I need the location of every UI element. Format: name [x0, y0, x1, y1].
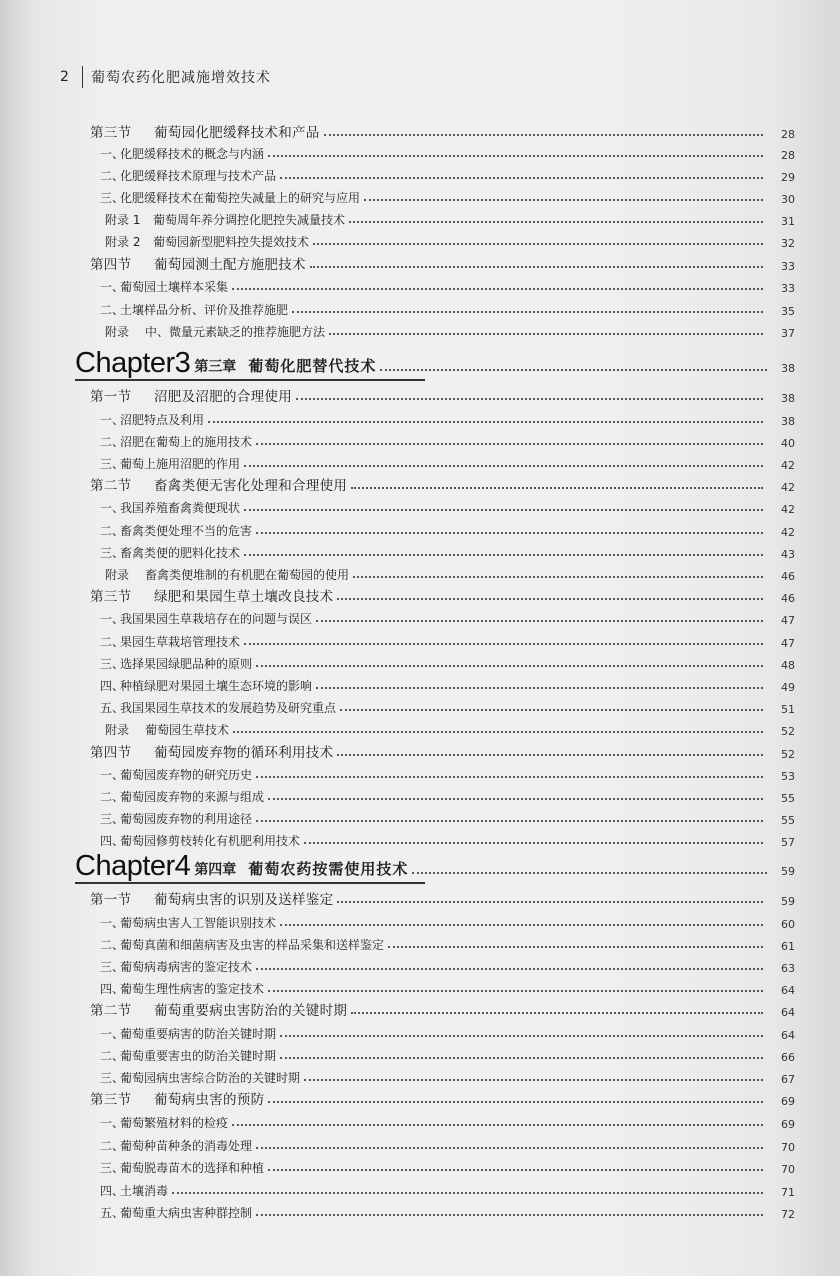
entry-number: 二、 [100, 1049, 125, 1063]
toc-section-entry[interactable] [90, 741, 795, 761]
entry-title: 葡萄园土壤样本采集 [120, 280, 229, 294]
entry-page: 61 [781, 940, 795, 953]
entry-page: 69 [781, 1095, 795, 1108]
entry-page: 70 [781, 1163, 795, 1176]
entry-page: 49 [781, 681, 795, 694]
entry-number: 二、 [100, 938, 125, 952]
dot-leader [388, 946, 763, 948]
chapter-page: 38 [781, 362, 795, 375]
entry-number: 第一节 [90, 892, 132, 908]
toc-subsection-entry[interactable] [100, 1134, 795, 1154]
entry-number: 三、 [100, 812, 125, 826]
toc-subsection-entry[interactable] [100, 911, 795, 931]
toc-section-entry[interactable] [90, 253, 795, 273]
entry-title: 葡萄园病虫害综合防治的关键时期 [120, 1071, 301, 1085]
entry-page: 52 [781, 725, 795, 738]
entry-number: 三、 [100, 457, 125, 471]
entry-page: 53 [781, 770, 795, 783]
entry-page: 46 [781, 570, 795, 583]
entry-title: 葡萄真菌和细菌病害及虫害的样品采集和送样鉴定 [120, 938, 385, 952]
toc-subsection-entry[interactable] [100, 298, 795, 318]
chapter-english-label: Chapter3 [75, 347, 191, 379]
entry-number: 第二节 [90, 478, 132, 494]
dot-leader [412, 872, 767, 874]
entry-number: 二、 [100, 435, 125, 449]
toc-subsection-entry[interactable] [100, 630, 795, 650]
page-number: 2 [60, 69, 69, 85]
chapter-english-label: Chapter4 [75, 850, 191, 882]
entry-number: 第三节 [90, 125, 132, 141]
toc-subsection-entry[interactable] [100, 977, 795, 997]
toc-appendix-entry[interactable] [105, 563, 795, 583]
toc-chapter-entry[interactable] [75, 344, 795, 378]
chapter-number: 第三章 [194, 359, 237, 375]
toc-appendix-entry[interactable] [105, 718, 795, 738]
entry-title: 中、微量元素缺乏的推荐施肥方法 [145, 325, 326, 339]
toc-section-entry[interactable] [90, 999, 795, 1019]
entry-title: 葡萄园生草技术 [145, 723, 230, 737]
toc-section-entry[interactable] [90, 121, 795, 141]
toc-subsection-entry[interactable] [100, 541, 795, 561]
entry-title: 葡萄上施用沼肥的作用 [120, 457, 241, 471]
entry-number: 第三节 [90, 1092, 132, 1108]
entry-title: 葡萄园新型肥料控失提效技术 [153, 235, 310, 249]
entry-title: 葡萄园修剪枝转化有机肥利用技术 [120, 834, 301, 848]
entry-page: 67 [781, 1073, 795, 1086]
entry-page: 69 [781, 1118, 795, 1131]
toc-subsection-entry[interactable] [100, 1044, 795, 1064]
dot-leader [268, 1101, 763, 1103]
entry-title: 种植绿肥对果园土壤生态环境的影响 [120, 679, 313, 693]
dot-leader [280, 924, 763, 926]
entry-number: 五、 [100, 701, 125, 715]
entry-page: 46 [781, 592, 795, 605]
toc-appendix-entry[interactable] [105, 208, 795, 228]
toc-subsection-entry[interactable] [100, 696, 795, 716]
entry-number: 二、 [100, 790, 125, 804]
toc-subsection-entry[interactable] [100, 1022, 795, 1042]
toc-subsection-entry[interactable] [100, 785, 795, 805]
dot-leader [351, 1012, 763, 1014]
entry-number: 五、 [100, 1206, 125, 1220]
entry-title: 畜禽类便的肥料化技术 [120, 546, 241, 560]
entry-title: 我国果园生草栽培存在的问题与误区 [120, 612, 313, 626]
dot-leader [329, 333, 763, 335]
entry-title: 葡萄生理性病害的鉴定技术 [120, 982, 265, 996]
toc-subsection-entry[interactable] [100, 1179, 795, 1199]
toc-subsection-entry[interactable] [100, 408, 795, 428]
entry-page: 47 [781, 614, 795, 627]
dot-leader [340, 709, 763, 711]
toc-subsection-entry[interactable] [100, 807, 795, 827]
entry-page: 63 [781, 962, 795, 975]
dot-leader [208, 421, 763, 423]
toc-subsection-entry[interactable] [100, 496, 795, 516]
entry-title: 葡萄病毒病害的鉴定技术 [120, 960, 253, 974]
dot-leader [324, 134, 763, 136]
entry-page: 38 [781, 415, 795, 428]
dot-leader [296, 398, 763, 400]
entry-title: 葡萄病虫害的预防 [154, 1092, 265, 1108]
toc-subsection-entry[interactable] [100, 275, 795, 295]
entry-number: 第一节 [90, 389, 132, 405]
entry-title: 化肥缓释技术的概念与内涵 [120, 147, 265, 161]
entry-number: 一、 [100, 916, 125, 930]
entry-page: 33 [781, 282, 795, 295]
entry-page: 38 [781, 392, 795, 405]
entry-title: 畜禽类便处理不当的危害 [120, 524, 253, 538]
dot-leader [313, 243, 763, 245]
toc-subsection-entry[interactable] [100, 1156, 795, 1176]
entry-page: 40 [781, 437, 795, 450]
toc-subsection-entry[interactable] [100, 1201, 795, 1221]
entry-title: 化肥缓释技术在葡萄控失减量上的研究与应用 [120, 191, 361, 205]
entry-number: 三、 [100, 1071, 125, 1085]
dot-leader [316, 687, 763, 689]
entry-number: 一、 [100, 501, 125, 515]
entry-page: 70 [781, 1141, 795, 1154]
entry-title: 畜禽类便无害化处理和合理使用 [154, 478, 348, 494]
entry-number: 三、 [100, 960, 125, 974]
entry-number: 四、 [100, 679, 125, 693]
toc-subsection-entry[interactable] [100, 164, 795, 184]
dot-leader [232, 1124, 763, 1126]
entry-page: 64 [781, 1006, 795, 1019]
toc-subsection-entry[interactable] [100, 674, 795, 694]
book-title: 葡萄农药化肥减施增效技术 [91, 70, 271, 86]
entry-title: 我国养殖畜禽粪便现状 [120, 501, 241, 515]
entry-number: 一、 [100, 147, 125, 161]
entry-page: 43 [781, 548, 795, 561]
entry-number: 第四节 [90, 257, 132, 273]
entry-page: 72 [781, 1208, 795, 1221]
entry-page: 60 [781, 918, 795, 931]
entry-number: 三、 [100, 546, 125, 560]
toc-subsection-entry[interactable] [100, 829, 795, 849]
entry-page: 42 [781, 526, 795, 539]
dot-leader [280, 1035, 763, 1037]
entry-page: 33 [781, 260, 795, 273]
entry-page: 51 [781, 703, 795, 716]
chapter-page: 59 [781, 865, 795, 878]
entry-page: 66 [781, 1051, 795, 1064]
dot-leader [232, 288, 763, 290]
dot-leader [353, 576, 763, 578]
entry-page: 64 [781, 984, 795, 997]
toc-subsection-entry[interactable] [100, 607, 795, 627]
entry-number: 三、 [100, 657, 125, 671]
entry-page: 42 [781, 459, 795, 472]
entry-title: 葡萄重大病虫害种群控制 [120, 1206, 253, 1220]
entry-title: 土壤消毒 [120, 1184, 169, 1198]
dot-leader [280, 1057, 763, 1059]
toc-subsection-entry[interactable] [100, 933, 795, 953]
entry-title: 葡萄病虫害的识别及送样鉴定 [154, 892, 334, 908]
toc-section-entry[interactable] [90, 1088, 795, 1108]
dot-leader [337, 598, 763, 600]
entry-page: 47 [781, 637, 795, 650]
dot-leader [268, 1169, 763, 1171]
entry-title: 葡萄种苗种条的消毒处理 [120, 1139, 253, 1153]
dot-leader [292, 311, 763, 313]
dot-leader [310, 266, 763, 268]
entry-number: 一、 [100, 280, 125, 294]
entry-page: 71 [781, 1186, 795, 1199]
dot-leader [280, 177, 763, 179]
entry-number: 一、 [100, 612, 125, 626]
chapter-underline [75, 882, 425, 884]
dot-leader [256, 665, 763, 667]
entry-page: 42 [781, 481, 795, 494]
toc-subsection-entry[interactable] [100, 519, 795, 539]
dot-leader [233, 731, 763, 733]
dot-leader [337, 754, 763, 756]
dot-leader [304, 1079, 763, 1081]
entry-page: 32 [781, 237, 795, 250]
dot-leader [337, 901, 763, 903]
entry-number: 二、 [100, 169, 125, 183]
entry-title: 葡萄繁殖材料的检疫 [120, 1116, 229, 1130]
entry-title: 葡萄重要病害的防治关键时期 [120, 1027, 277, 1041]
entry-page: 55 [781, 814, 795, 827]
entry-page: 37 [781, 327, 795, 340]
dot-leader [304, 842, 763, 844]
entry-title: 葡萄园化肥缓释技术和产品 [154, 125, 320, 141]
dot-leader [268, 798, 763, 800]
entry-page: 55 [781, 792, 795, 805]
toc-subsection-entry[interactable] [100, 763, 795, 783]
toc-appendix-entry[interactable] [105, 230, 795, 250]
entry-title: 葡萄园废弃物的来源与组成 [120, 790, 265, 804]
entry-page: 35 [781, 305, 795, 318]
dot-leader [244, 509, 763, 511]
entry-number: 一、 [100, 1116, 125, 1130]
dot-leader [256, 968, 763, 970]
entry-number: 第二节 [90, 1003, 132, 1019]
entry-number: 附录 [105, 568, 130, 582]
entry-page: 30 [781, 193, 795, 206]
dot-leader [256, 820, 763, 822]
entry-title: 选择果园绿肥品种的原则 [120, 657, 253, 671]
toc-subsection-entry[interactable] [100, 452, 795, 472]
entry-title: 沼肥及沼肥的合理使用 [154, 389, 292, 405]
entry-number: 二、 [100, 524, 125, 538]
chapter-underline [75, 379, 425, 381]
dot-leader [172, 1192, 763, 1194]
entry-page: 29 [781, 171, 795, 184]
dot-leader [351, 487, 763, 489]
dot-leader [268, 990, 763, 992]
dot-leader [316, 620, 763, 622]
entry-page: 28 [781, 128, 795, 141]
entry-number: 四、 [100, 982, 125, 996]
entry-number: 三、 [100, 1161, 125, 1175]
entry-title: 葡萄园废弃物的研究历史 [120, 768, 253, 782]
dot-leader [349, 221, 763, 223]
entry-page: 31 [781, 215, 795, 228]
entry-number: 一、 [100, 1027, 125, 1041]
toc-subsection-entry[interactable] [100, 955, 795, 975]
entry-number: 第三节 [90, 589, 132, 605]
entry-number: 四、 [100, 834, 125, 848]
entry-number: 一、 [100, 413, 125, 427]
dot-leader [244, 465, 763, 467]
entry-title: 沼肥在葡萄上的施用技术 [120, 435, 253, 449]
dot-leader [244, 554, 763, 556]
toc-subsection-entry[interactable] [100, 1111, 795, 1131]
entry-title: 葡萄园废弃物的循环利用技术 [154, 745, 334, 761]
toc-subsection-entry[interactable] [100, 430, 795, 450]
entry-title: 葡萄病虫害人工智能识别技术 [120, 916, 277, 930]
entry-number: 三、 [100, 191, 125, 205]
entry-title: 畜禽类便堆制的有机肥在葡萄园的使用 [145, 568, 350, 582]
entry-title: 葡萄重要害虫的防治关键时期 [120, 1049, 277, 1063]
entry-title: 果园生草栽培管理技术 [120, 635, 241, 649]
entry-number: 二、 [100, 303, 125, 317]
entry-title: 葡萄脱毒苗木的选择和种植 [120, 1161, 265, 1175]
entry-page: 59 [781, 895, 795, 908]
entry-title: 葡萄重要病虫害防治的关键时期 [154, 1003, 348, 1019]
entry-number: 附录 [105, 325, 130, 339]
entry-page: 48 [781, 659, 795, 672]
entry-title: 绿肥和果园生草土壤改良技术 [154, 589, 334, 605]
dot-leader [256, 1214, 763, 1216]
dot-leader [364, 199, 763, 201]
chapter-title: 葡萄化肥替代技术 [248, 357, 377, 375]
dot-leader [256, 776, 763, 778]
entry-page: 57 [781, 836, 795, 849]
chapter-number: 第四章 [194, 862, 237, 878]
dot-leader [268, 155, 763, 157]
entry-title: 葡萄周年养分调控化肥控失减量技术 [153, 213, 346, 227]
entry-title: 葡萄园废弃物的利用途径 [120, 812, 253, 826]
entry-number: 四、 [100, 1184, 125, 1198]
toc-section-entry[interactable] [90, 585, 795, 605]
dot-leader [380, 369, 767, 371]
dot-leader [256, 1147, 763, 1149]
entry-number: 二、 [100, 1139, 125, 1153]
toc-section-entry[interactable] [90, 474, 795, 494]
entry-page: 52 [781, 748, 795, 761]
entry-number: 二、 [100, 635, 125, 649]
toc-section-entry[interactable] [90, 385, 795, 405]
entry-number: 一、 [100, 768, 125, 782]
toc-subsection-entry[interactable] [100, 652, 795, 672]
entry-number: 附录 1 [105, 213, 141, 227]
toc-subsection-entry[interactable] [100, 142, 795, 162]
dot-leader [256, 532, 763, 534]
toc-appendix-entry[interactable] [105, 320, 795, 340]
toc-subsection-entry[interactable] [100, 186, 795, 206]
toc-chapter-entry[interactable] [75, 847, 795, 881]
dot-leader [244, 643, 763, 645]
toc-subsection-entry[interactable] [100, 1066, 795, 1086]
chapter-title: 葡萄农药按需使用技术 [248, 860, 409, 878]
dot-leader [256, 443, 763, 445]
entry-page: 64 [781, 1029, 795, 1042]
entry-title: 化肥缓释技术原理与技术产品 [120, 169, 277, 183]
entry-title: 我国果园生草技术的发展趋势及研究重点 [120, 701, 337, 715]
entry-title: 土壤样品分析、评价及推荐施肥 [120, 303, 289, 317]
entry-title: 沼肥特点及利用 [120, 413, 205, 427]
entry-number: 附录 2 [105, 235, 141, 249]
entry-page: 28 [781, 149, 795, 162]
entry-page: 42 [781, 503, 795, 516]
entry-title: 葡萄园测土配方施肥技术 [154, 257, 306, 273]
entry-number: 附录 [105, 723, 130, 737]
entry-number: 第四节 [90, 745, 132, 761]
toc-section-entry[interactable] [90, 888, 795, 908]
